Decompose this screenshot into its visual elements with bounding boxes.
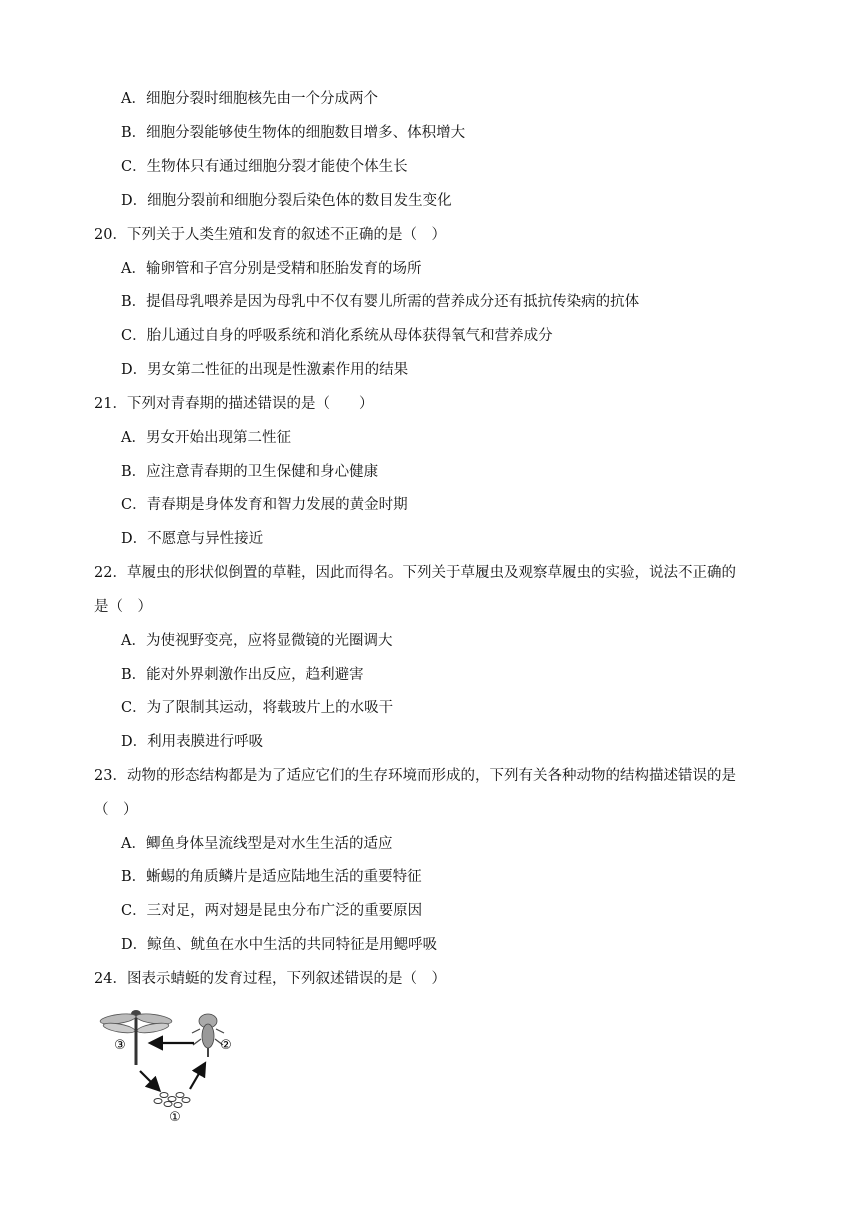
q22-option-d: D．利用表膜进行呼吸 — [121, 734, 264, 750]
dragonfly-life-cycle-figure — [96, 1003, 256, 1131]
q22-option-c: C．为了限制其运动，将载玻片上的水吸干 — [121, 700, 394, 716]
q20-option-a: A．输卵管和子宫分别是受精和胚胎发育的场所 — [121, 261, 422, 277]
label-1: ① — [169, 1110, 181, 1125]
q19-option-c: C．生物体只有通过细胞分裂才能使个体生长 — [121, 159, 408, 175]
q21-option-c: C．青春期是身体发育和智力发展的黄金时期 — [121, 497, 408, 513]
eggs-illustration — [154, 1093, 190, 1108]
q23-stem-line1: 23．动物的形态结构都是为了适应它们的生存环境而形成的，下列有关各种动物的结构描述错误的是 — [94, 768, 736, 784]
label-3: ③ — [114, 1038, 126, 1053]
q23-stem-line2: （ ） — [94, 802, 138, 818]
q20-stem: 20．下列关于人类生殖和发育的叙述不正确的是（ ） — [94, 227, 446, 243]
q21-option-d: D．不愿意与异性接近 — [121, 531, 264, 547]
q20-option-b: B．提倡母乳喂养是因为母乳中不仅有婴儿所需的营养成分还有抵抗传染病的抗体 — [121, 294, 640, 310]
arrow-adult-to-eggs — [140, 1071, 158, 1089]
q20-option-d: D．男女第二性征的出现是性激素作用的结果 — [121, 362, 409, 378]
q21-option-b: B．应注意青春期的卫生保健和身心健康 — [121, 464, 379, 480]
q22-stem-line1: 22．草履虫的形状似倒置的草鞋，因此而得名。下列关于草履虫及观察草履虫的实验，说法不正确的 — [94, 565, 736, 581]
q23-option-b: B．蜥蜴的角质鳞片是适应陆地生活的重要特征 — [121, 869, 422, 885]
q22-option-b: B．能对外界刺激作出反应，趋利避害 — [121, 667, 364, 683]
q22-option-a: A．为使视野变亮，应将显微镜的光圈调大 — [121, 633, 393, 649]
q23-option-a: A．鲫鱼身体呈流线型是对水生生活的适应 — [121, 836, 393, 852]
q24-stem: 24．图表示蜻蜓的发育过程，下列叙述错误的是（ ） — [94, 971, 446, 987]
q23-option-c: C．三对足，两对翅是昆虫分布广泛的重要原因 — [121, 903, 423, 919]
q23-option-d: D．鲸鱼、鱿鱼在水中生活的共同特征是用鳃呼吸 — [121, 937, 438, 953]
q19-option-a: A．细胞分裂时细胞核先由一个分成两个 — [121, 91, 378, 107]
q20-option-c: C．胎儿通过自身的呼吸系统和消化系统从母体获得氧气和营养成分 — [121, 328, 553, 344]
adult-dragonfly-illustration — [100, 1010, 173, 1065]
q21-stem: 21．下列对青春期的描述错误的是（ ） — [94, 396, 374, 412]
q19-option-b: B．细胞分裂能够使生物体的细胞数目增多、体积增大 — [121, 125, 466, 141]
q21-option-a: A．男女开始出现第二性征 — [121, 430, 291, 446]
q19-option-d: D．细胞分裂前和细胞分裂后染色体的数目发生变化 — [121, 193, 452, 209]
label-2: ② — [220, 1038, 232, 1053]
q22-stem-line2: 是（ ） — [94, 599, 152, 615]
arrow-eggs-to-nymph — [190, 1065, 204, 1089]
